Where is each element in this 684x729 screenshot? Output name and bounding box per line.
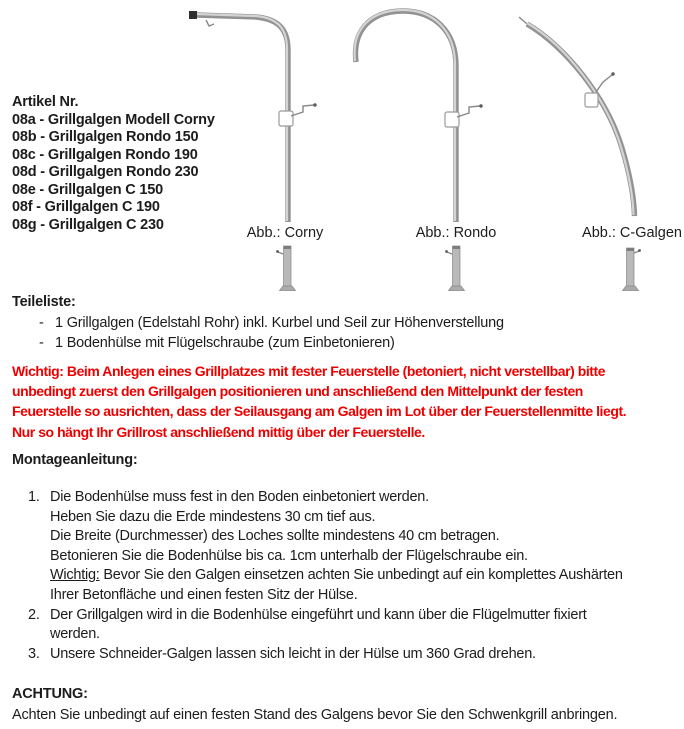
- step-number-spacer: [28, 527, 50, 547]
- step-1: 1. Die Bodenhülse muss fest in den Boden einbetoniert werden.: [28, 488, 623, 508]
- parts-item-text: 1 Bodenhülse mit Flügelschraube (zum Einbetonieren): [55, 335, 395, 351]
- step-1-line: Die Breite (Durchmesser) des Loches sollte mindestens 40 cm betragen.: [28, 527, 623, 547]
- crank-handle: [596, 75, 612, 92]
- c-galgen-drawing: [519, 17, 641, 291]
- bullet-dash: -: [39, 335, 44, 351]
- article-item: 08c - Grillgalgen Rondo 190: [12, 146, 198, 163]
- ground-sleeve: [276, 246, 295, 291]
- wichtig-label: Wichtig:: [50, 567, 100, 584]
- article-item: 08e - Grillgalgen C 150: [12, 181, 163, 198]
- article-item: 08f - Grillgalgen C 190: [12, 199, 160, 215]
- step-1-line: Heben Sie dazu die Erde mindestens 30 cm tief aus.: [28, 508, 623, 528]
- warning-line: Nur so hängt Ihr Grillrost anschließend mittig über der Feuerstelle.: [12, 423, 425, 440]
- step-2: 2. Der Grillgalgen wird in die Bodenhülse eingeführt und kann über die Flügelmutter fixiert: [28, 606, 623, 626]
- step-number-spacer: [28, 547, 50, 567]
- parts-item: [12, 313, 504, 334]
- figure-caption-rondo: Abb.: Rondo: [413, 225, 500, 241]
- crank-mount: [445, 112, 459, 127]
- step-number: 1.: [28, 489, 40, 505]
- warning-line: Feuerstelle so ausrichten, dass der Seilausgang am Galgen im Lot über der Feuerstellenmitte liegt.: [12, 403, 627, 420]
- figure-caption-corny: Abb.: Corny: [244, 225, 327, 241]
- article-item: 08g - Grillgalgen C 230: [12, 216, 164, 233]
- ground-sleeve: [623, 248, 641, 291]
- wing-screw: [447, 252, 452, 254]
- step-1-line: Betonieren Sie die Bodenhülse bis ca. 1cm unterhalb der Flügelschraube ein.: [28, 547, 623, 567]
- arm-end-cap: [189, 11, 197, 19]
- step-3: 3. Unsere Schneider-Galgen lassen sich leicht in der Hülse um 360 Grad drehen.: [28, 645, 623, 665]
- tube-tip: [519, 17, 527, 24]
- bullet-dash: -: [39, 314, 44, 331]
- figure-caption-c-galgen: Abb.: C-Galgen: [579, 225, 684, 241]
- assembly-title: Montageanleitung:: [12, 452, 138, 468]
- wing-screw: [278, 252, 283, 254]
- warning-line: unbedingt zuerst den Grillgalgen positionieren und anschließend den Mittelpunkt der festen: [12, 383, 583, 400]
- caution-body: Achten Sie unbedingt auf einen festen Stand des Galgens bevor Sie den Schwenkgrill anbringen.: [12, 707, 618, 723]
- crank-mount: [585, 93, 598, 107]
- parts-item-text: 1 Grillgalgen (Edelstahl Rohr) inkl. Kurbel und Seil zur Höhenverstellung: [55, 314, 504, 331]
- ground-sleeve: [445, 246, 464, 291]
- step-number-spacer: [28, 566, 50, 586]
- step-number: 3.: [28, 645, 40, 662]
- crank-mount: [279, 111, 293, 126]
- parts-list: [12, 292, 504, 354]
- step-number-spacer: [28, 586, 50, 606]
- step-number-spacer: [28, 625, 50, 645]
- wing-screw: [634, 251, 639, 253]
- parts-item: [12, 333, 504, 354]
- caution-section: [12, 684, 617, 726]
- step-number-spacer: [28, 508, 50, 528]
- step-2-line: werden.: [28, 625, 623, 645]
- article-item: 08b - Grillgalgen Rondo 150: [12, 129, 199, 145]
- arm-hook: [206, 20, 214, 26]
- article-list: [12, 94, 215, 234]
- caution-title: ACHTUNG:: [12, 686, 88, 702]
- crank-handle: [291, 105, 314, 116]
- article-list-title: Artikel Nr.: [12, 94, 79, 110]
- article-item: 08a - Grillgalgen Modell Corny: [12, 111, 215, 128]
- step-1-line: Ihrer Betonfläche und einen festen Sitz der Hülse.: [28, 586, 623, 606]
- crank-handle: [457, 106, 480, 117]
- step-number: 2.: [28, 606, 40, 623]
- warning-line: Wichtig: Beim Anlegen eines Grillplatzes mit fester Feuerstelle (betoniert, nicht verstellbar) bitte: [12, 363, 606, 379]
- article-item: 08d - Grillgalgen Rondo 230: [12, 164, 199, 180]
- parts-list-title: Teileliste:: [12, 294, 76, 310]
- step-1-line: Wichtig: Bevor Sie den Galgen einsetzen achten Sie unbedingt auf ein komplettes Aushärten: [28, 566, 623, 586]
- assembly-steps: [28, 488, 623, 664]
- important-warning: [12, 361, 626, 442]
- rondo-drawing: [355, 10, 483, 291]
